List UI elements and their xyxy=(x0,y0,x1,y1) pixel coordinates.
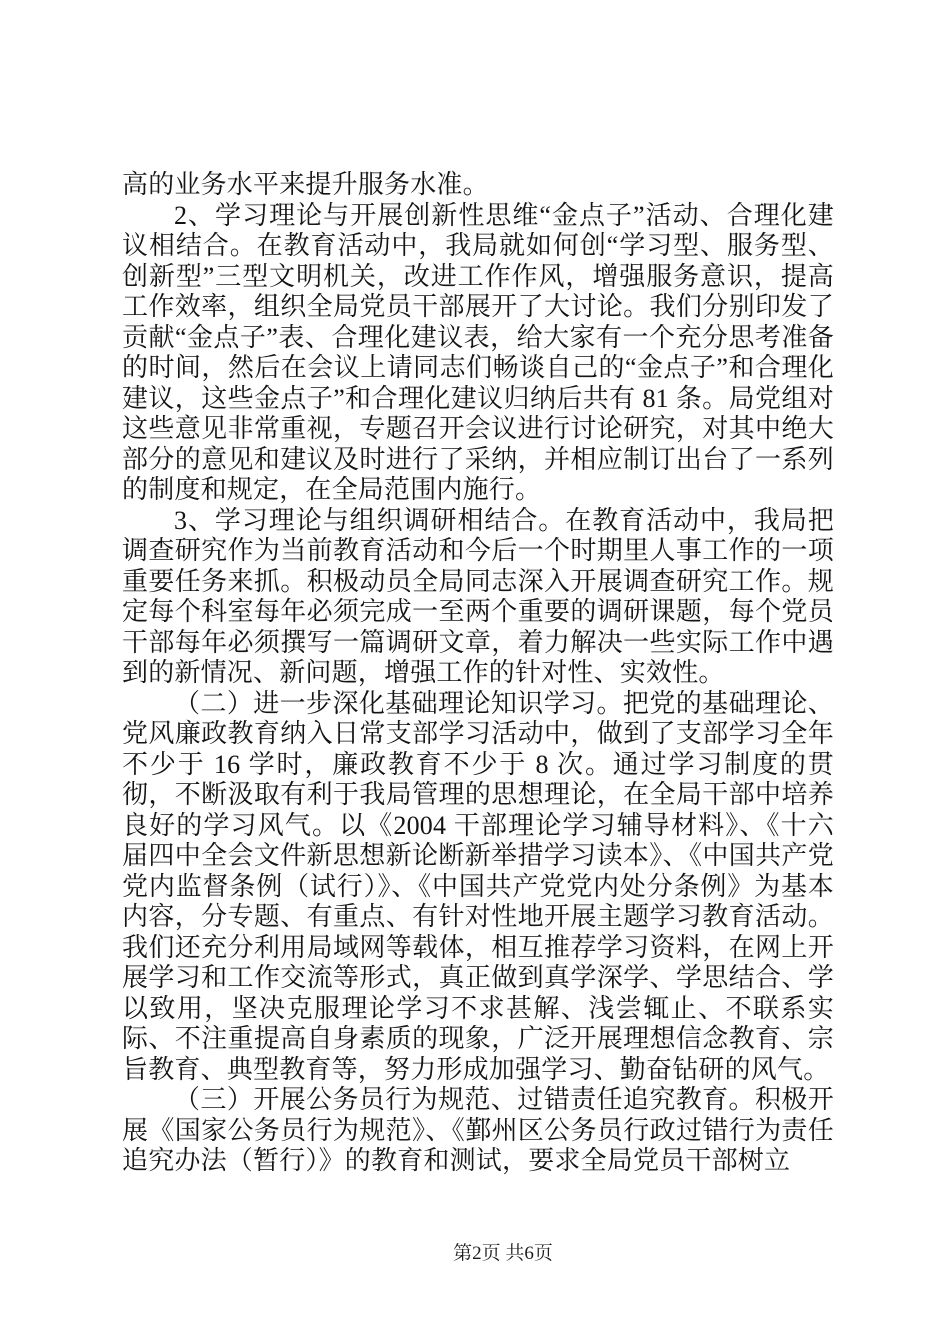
paragraph: 2、学习理论与开展创新性思维“金点子”活动、合理化建议相结合。在教育活动中，我局就如何创“学习型、服务型、创新型”三型文明机关，改进工作作风，增强服务意识，提高工作效率，组织全局党员干部展开了大讨论。我们分别印发了贡献“金点子”表、合理化建议表，给大家有一个充分思考准备的时间，然后在会议上请同志们畅谈自己的“金点子”和合理化建议，这些金点子”和合理化建议归纳后共有 81 条。局党组对这些意见非常重视，专题召开会议进行讨论研究，对其中绝大部分的意见和建议及时进行了采纳，并相应制订出台了一系列的制度和规定，在全局范围内施行。 xyxy=(122,200,834,504)
paragraph: （三）开展公务员行为规范、过错责任追究教育。积极开展《国家公务员行为规范》、《鄞州区公务员行政过错行为责任追究办法（暂行）》的教育和测试，要求全局党员干部树立 xyxy=(122,1085,834,1175)
paragraph: （二）进一步深化基础理论知识学习。把党的基础理论、党风廉政教育纳入日常支部学习活动中，做到了支部学习全年不少于 16 学时，廉政教育不少于 8 次。通过学习制度的贯彻，不断汲取有利于我局管理的思想理论，在全局干部中培养良好的学习风气。以《2004 干部理论学习辅导材料》、《十六届四中全会文件新思想新论断新举措学习读本》、《中国共产党党内监督条例（试行）》、《中国共产党党内处分条例》为基本内容，分专题、有重点、有针对性地开展主题学习教育活动。我们还充分利用局域网等载体，相互推荐学习资料，在网上开展学习和工作交流等形式，真正做到真学深学、学思结合、学以致用，坚决克服理论学习不求甚解、浅尝辄止、不联系实际、不注重提高自身素质的现象，广泛开展理想信念教育、宗旨教育、典型教育等，努力形成加强学习、勤奋钻研的风气。 xyxy=(122,688,834,1084)
page-footer xyxy=(0,1241,950,1267)
paragraph: 3、学习理论与组织调研相结合。在教育活动中，我局把调查研究作为当前教育活动和今后一个时期里人事工作的一项重要任务来抓。积极动员全局同志深入开展调查研究工作。规定每个科室每年必须完成一至两个重要的调研课题，每个党员干部每年必须撰写一篇调研文章，着力解决一些实际工作中遇到的新情况、新问题，增强工作的针对性、实效性。 xyxy=(122,505,834,687)
page-number-label: 第2页 共6页 xyxy=(453,1243,553,1264)
paragraph: 高的业务水平来提升服务水准。 xyxy=(122,170,489,199)
document-body xyxy=(122,170,834,1177)
